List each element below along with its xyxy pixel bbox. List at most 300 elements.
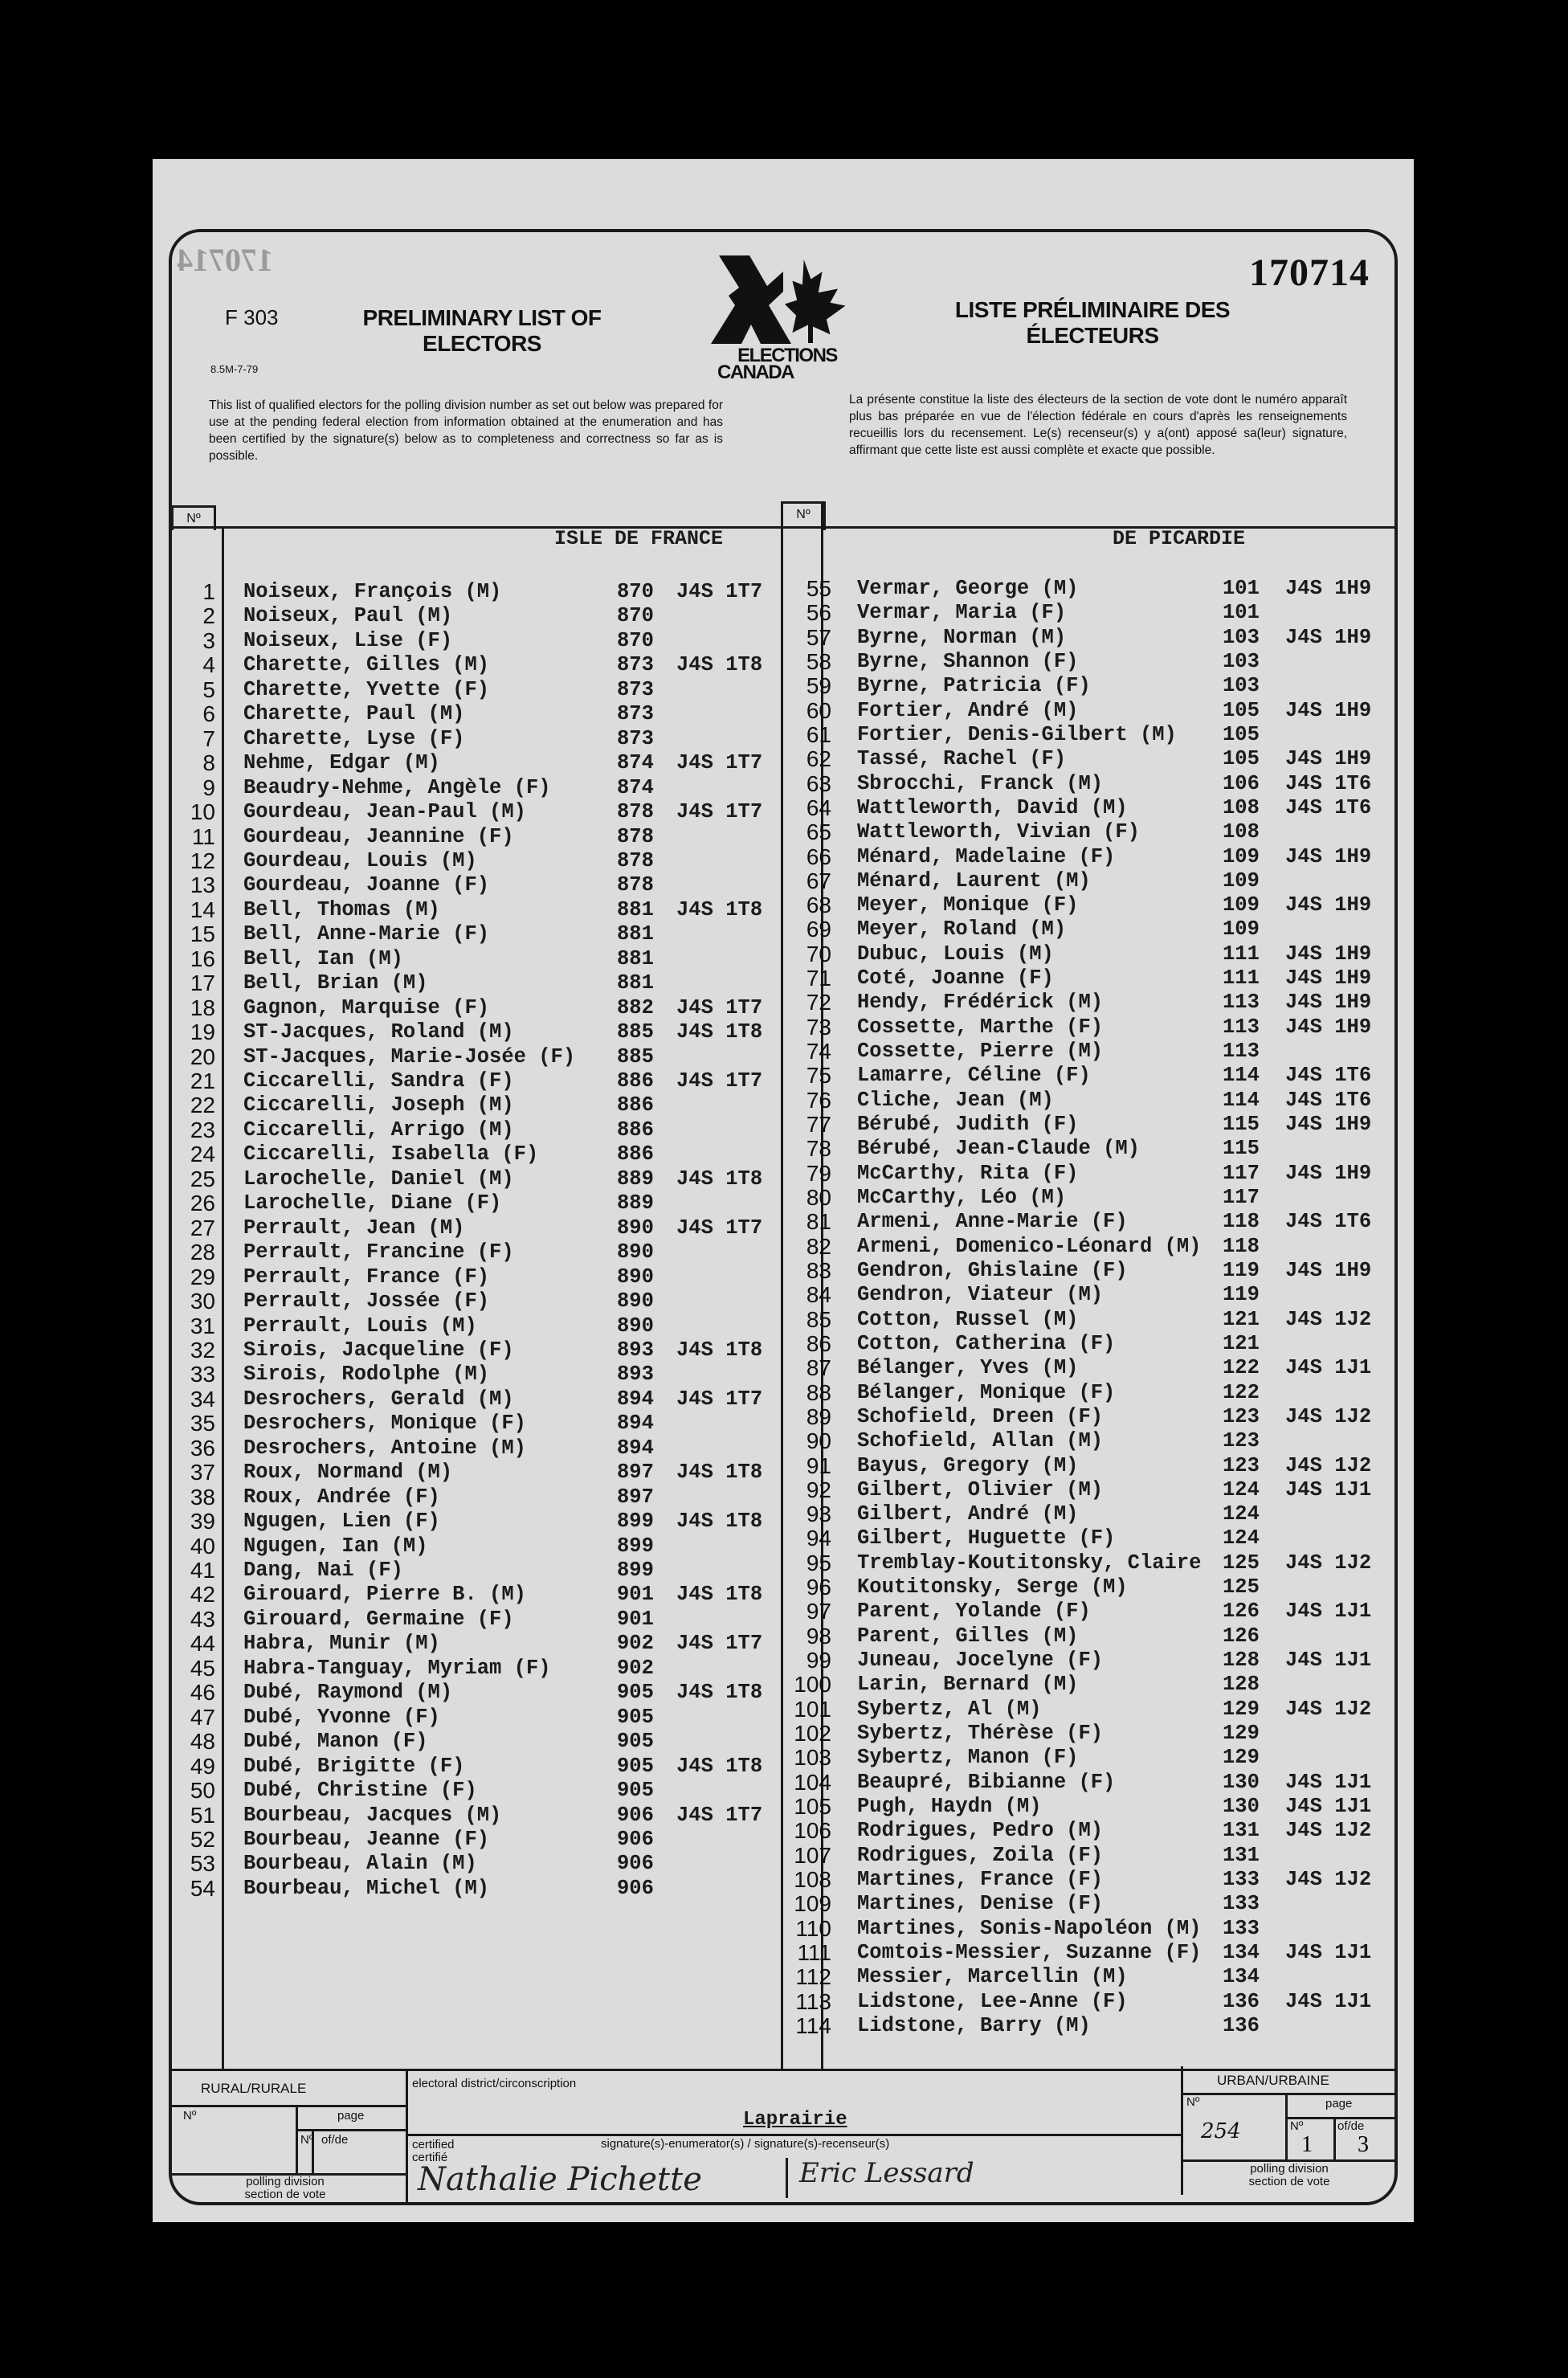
elector-address-number: 885 <box>617 1020 654 1044</box>
elector-name: Wattleworth, David (M) <box>857 795 1128 819</box>
elector-name: Girouard, Pierre B. (M) <box>243 1583 526 1607</box>
elector-name: Beaudry-Nehme, Angèle (F) <box>243 775 551 799</box>
elector-name: Rodrigues, Pedro (M) <box>857 1819 1104 1843</box>
elector-number: 71 <box>806 966 831 991</box>
elector-number: 87 <box>806 1355 831 1381</box>
elector-address-number: 906 <box>617 1827 654 1851</box>
elector-number: 53 <box>190 1851 215 1877</box>
signature-enumerator-1: Nathalie Pichette <box>418 2161 702 2198</box>
elector-address-number: 108 <box>1223 795 1260 819</box>
elector-name: ST-Jacques, Roland (M) <box>243 1020 514 1044</box>
elector-number: 73 <box>806 1014 831 1040</box>
elector-number: 39 <box>190 1509 215 1534</box>
urban-of-label: of/de <box>1337 2119 1365 2133</box>
elector-address-number: 885 <box>617 1044 654 1068</box>
elector-postal-code: J4S 1T7 <box>676 1387 763 1411</box>
elector-address-number: 105 <box>1223 722 1260 746</box>
elector-number: 114 <box>795 2012 831 2038</box>
elector-name: Ménard, Laurent (M) <box>857 868 1091 893</box>
elector-number: 33 <box>190 1362 215 1387</box>
elector-address-number: 105 <box>1223 698 1260 722</box>
elector-address-number: 894 <box>617 1412 654 1436</box>
elector-postal-code: J4S 1T7 <box>676 1069 763 1093</box>
elector-address-number: 121 <box>1223 1331 1260 1355</box>
elector-name: Dubé, Yvonne (F) <box>243 1705 440 1729</box>
elector-address-number: 119 <box>1223 1283 1260 1307</box>
elector-name: Perrault, France (F) <box>243 1265 490 1289</box>
elector-address-number: 870 <box>617 628 654 652</box>
elector-address-number: 121 <box>1223 1307 1260 1331</box>
elector-number: 95 <box>806 1550 831 1575</box>
elector-name: Martines, Denise (F) <box>857 1892 1104 1916</box>
intro-french: La présente constitue la liste des électeurs de la section de vote dont le numéro apparaît plus bas préparée en vue de l'élection fédérale en cours d'après les renseignements recueillis lors du recensement. Le(s) recenseur(s) y a(ont) apposé sa(leur) signature, affirmant que cette liste est aussi complète et exacte que possible. <box>849 393 1347 457</box>
elector-name: Charette, Gilles (M) <box>243 653 490 677</box>
elector-number: 98 <box>806 1623 831 1649</box>
elector-name: Lamarre, Céline (F) <box>857 1064 1091 1088</box>
elector-number: 12 <box>190 848 215 873</box>
elector-address-number: 130 <box>1223 1770 1260 1794</box>
elector-name: Cossette, Marthe (F) <box>857 1015 1104 1039</box>
elector-name: Bélanger, Monique (F) <box>857 1380 1116 1404</box>
elector-name: Meyer, Roland (M) <box>857 917 1067 942</box>
elector-number: 85 <box>806 1306 831 1332</box>
elector-address-number: 886 <box>617 1093 654 1117</box>
elector-name: Desrochers, Monique (F) <box>243 1412 526 1436</box>
elector-address-number: 133 <box>1223 1892 1260 1916</box>
elector-name: Sybertz, Al (M) <box>857 1697 1042 1721</box>
elector-name: Parent, Yolande (F) <box>857 1600 1091 1624</box>
elector-number: 40 <box>190 1533 215 1559</box>
elector-name: Juneau, Jocelyne (F) <box>857 1649 1104 1673</box>
elector-number: 11 <box>191 823 215 849</box>
elector-address-number: 886 <box>617 1117 654 1142</box>
elector-name: Ciccarelli, Arrigo (M) <box>243 1117 514 1142</box>
elector-address-number: 106 <box>1223 771 1260 795</box>
elector-name: Charette, Paul (M) <box>243 702 465 726</box>
elector-number: 89 <box>806 1404 831 1429</box>
elector-address-number: 874 <box>617 751 654 775</box>
elector-name: Larin, Bernard (M) <box>857 1673 1079 1697</box>
elector-number: 83 <box>806 1257 831 1283</box>
elector-number: 16 <box>190 946 215 971</box>
elector-number: 74 <box>806 1039 831 1064</box>
elector-number: 14 <box>190 897 215 922</box>
elector-number: 82 <box>806 1233 831 1259</box>
elector-address-number: 103 <box>1223 649 1260 673</box>
elector-name: Girouard, Germaine (F) <box>243 1607 514 1631</box>
elector-address-number: 101 <box>1223 601 1260 625</box>
elector-address-number: 113 <box>1223 1040 1260 1064</box>
elector-address-number: 133 <box>1223 1916 1260 1940</box>
elector-name: Bourbeau, Alain (M) <box>243 1852 477 1876</box>
elector-name: Perrault, Jean (M) <box>243 1216 465 1240</box>
elector-address-number: 122 <box>1223 1356 1260 1380</box>
elector-address-number: 899 <box>617 1559 654 1582</box>
elector-name: Sbrocchi, Franck (M) <box>857 771 1104 795</box>
elector-name: Hendy, Frédérick (M) <box>857 991 1104 1015</box>
elector-postal-code: J4S 1H9 <box>1285 1161 1372 1185</box>
elector-address-number: 890 <box>617 1289 654 1314</box>
elector-number: 7 <box>202 725 215 751</box>
elector-number: 41 <box>190 1558 215 1583</box>
elector-address-number: 893 <box>617 1363 654 1387</box>
form-number: F 303 <box>225 305 279 329</box>
elector-name: Habra-Tanguay, Myriam (F) <box>243 1656 551 1680</box>
elector-address-number: 873 <box>617 726 654 750</box>
elector-address-number: 124 <box>1223 1502 1260 1526</box>
elector-number: 20 <box>190 1044 215 1069</box>
elector-number: 24 <box>190 1142 215 1167</box>
urban-page-label: page <box>1325 2097 1353 2110</box>
elector-name: Byrne, Shannon (F) <box>857 649 1079 673</box>
elector-number: 44 <box>190 1631 215 1657</box>
elector-number: 1 <box>202 579 215 604</box>
elector-number: 103 <box>794 1745 831 1771</box>
rural-no-label: Nº <box>183 2109 197 2123</box>
elector-name: Sybertz, Manon (F) <box>857 1746 1079 1770</box>
elector-postal-code: J4S 1T7 <box>676 1632 763 1656</box>
elector-postal-code: J4S 1T7 <box>676 995 763 1019</box>
elector-address-number: 886 <box>617 1142 654 1167</box>
elector-name: Cotton, Russel (M) <box>857 1307 1079 1331</box>
elector-postal-code: J4S 1J1 <box>1285 1477 1372 1502</box>
elector-name: Schofield, Allan (M) <box>857 1429 1104 1453</box>
elector-number: 49 <box>190 1753 215 1779</box>
elector-postal-code: J4S 1T7 <box>676 751 763 775</box>
urban-page-no-label: Nº <box>1290 2119 1304 2133</box>
elector-number: 107 <box>794 1842 831 1868</box>
elector-name: Noiseux, François (M) <box>243 580 502 603</box>
elector-name: Ngugen, Ian (M) <box>243 1534 428 1558</box>
elector-name: Tassé, Rachel (F) <box>857 747 1067 771</box>
elector-address-number: 113 <box>1223 991 1260 1015</box>
elector-name: Fortier, André (M) <box>857 698 1079 722</box>
elector-number: 45 <box>190 1655 215 1681</box>
elector-name: Beaupré, Bibianne (F) <box>857 1770 1116 1794</box>
urban-polling-division-en: polling division <box>1250 2162 1329 2176</box>
elector-number: 5 <box>202 676 215 702</box>
elector-address-number: 897 <box>617 1485 654 1509</box>
elector-address-number: 890 <box>617 1314 654 1338</box>
elector-address-number: 119 <box>1223 1258 1260 1282</box>
elector-postal-code: J4S 1T8 <box>676 1167 763 1191</box>
urban-label: URBAN/URBAINE <box>1217 2073 1329 2088</box>
elector-number: 6 <box>202 701 215 727</box>
elector-postal-code: J4S 1H9 <box>1285 577 1372 600</box>
elector-address-number: 123 <box>1223 1453 1260 1477</box>
elector-number: 34 <box>190 1386 215 1412</box>
elector-number: 65 <box>806 819 831 845</box>
elector-postal-code: J4S 1H9 <box>1285 1113 1372 1137</box>
elector-name: Sirois, Jacqueline (F) <box>243 1338 514 1362</box>
elector-postal-code: J4S 1T6 <box>1285 1210 1372 1234</box>
elector-address-number: 905 <box>617 1730 654 1754</box>
elector-postal-code: J4S 1J2 <box>1285 1551 1372 1575</box>
elector-name: Coté, Joanne (F) <box>857 966 1054 991</box>
elector-postal-code: J4S 1J1 <box>1285 1600 1372 1624</box>
elector-name: Armeni, Domenico-Léonard (M) <box>857 1234 1202 1258</box>
elector-name: Bourbeau, Jeanne (F) <box>243 1827 490 1851</box>
elector-name: Byrne, Patricia (F) <box>857 674 1091 698</box>
elector-postal-code: J4S 1J1 <box>1285 1356 1372 1380</box>
elector-address-number: 905 <box>617 1779 654 1803</box>
logo-text-canada: CANADA <box>717 362 794 383</box>
elector-name: Ciccarelli, Joseph (M) <box>243 1093 514 1117</box>
elector-number: 106 <box>794 1818 831 1844</box>
elector-name: Gendron, Ghislaine (F) <box>857 1258 1128 1282</box>
elector-address-number: 131 <box>1223 1819 1260 1843</box>
elector-address-number: 881 <box>617 946 654 970</box>
elector-name: Gourdeau, Joanne (F) <box>243 873 490 897</box>
elector-number: 18 <box>190 995 215 1020</box>
footer-rule-rural <box>171 2105 406 2107</box>
elector-address-number: 108 <box>1223 820 1260 844</box>
elector-address-number: 902 <box>617 1656 654 1680</box>
elector-name: Tremblay-Koutitonsky, Claire <box>857 1551 1202 1575</box>
elector-name: Bell, Thomas (M) <box>243 897 440 921</box>
elector-postal-code: J4S 1T7 <box>676 580 763 603</box>
elector-address-number: 103 <box>1223 674 1260 698</box>
elector-name: Bourbeau, Jacques (M) <box>243 1803 502 1827</box>
elector-address-number: 134 <box>1223 1940 1260 1964</box>
elector-postal-code: J4S 1T6 <box>1285 1064 1372 1088</box>
elector-number: 104 <box>794 1769 831 1795</box>
elector-number: 91 <box>806 1453 831 1478</box>
elector-name: Rodrigues, Zoila (F) <box>857 1843 1104 1867</box>
elector-address-number: 129 <box>1223 1722 1260 1746</box>
elector-name: Koutitonsky, Serge (M) <box>857 1575 1128 1600</box>
elector-address-number: 128 <box>1223 1649 1260 1673</box>
elector-number: 77 <box>806 1112 831 1138</box>
elector-number: 56 <box>806 600 831 626</box>
elector-name: Gilbert, Huguette (F) <box>857 1526 1116 1551</box>
elector-address-number: 906 <box>617 1876 654 1900</box>
elector-address-number: 878 <box>617 873 654 897</box>
title-french <box>932 297 1253 349</box>
elector-postal-code: J4S 1T6 <box>1285 771 1372 795</box>
elector-address-number: 117 <box>1223 1186 1260 1209</box>
elector-name: Bourbeau, Michel (M) <box>243 1876 490 1900</box>
elector-address-number: 873 <box>617 653 654 677</box>
elector-name: Larochelle, Diane (F) <box>243 1191 502 1216</box>
elector-number: 79 <box>806 1160 831 1186</box>
elector-name: Bélanger, Yves (M) <box>857 1356 1079 1380</box>
urban-of-div <box>1333 2117 1336 2159</box>
elector-address-number: 123 <box>1223 1429 1260 1453</box>
elector-postal-code: J4S 1T6 <box>1285 795 1372 819</box>
elector-number: 29 <box>190 1264 215 1289</box>
print-code: 8.5M-7-79 <box>210 363 259 375</box>
elector-address-number: 894 <box>617 1387 654 1411</box>
elector-number: 63 <box>806 770 831 796</box>
elector-name: Gendron, Viateur (M) <box>857 1283 1104 1307</box>
elections-canada-logo <box>711 255 864 383</box>
elector-number: 9 <box>202 774 215 800</box>
elector-number: 23 <box>190 1117 215 1142</box>
elector-name: Martines, France (F) <box>857 1867 1104 1891</box>
elector-postal-code: J4S 1H9 <box>1285 625 1372 649</box>
elector-name: Larochelle, Daniel (M) <box>243 1167 514 1191</box>
elector-postal-code: J4S 1T8 <box>676 1583 763 1607</box>
elector-name: Armeni, Anne-Marie (F) <box>857 1210 1128 1234</box>
elector-number: 21 <box>190 1068 215 1093</box>
elector-number: 93 <box>806 1502 831 1527</box>
elector-address-number: 882 <box>617 995 654 1019</box>
elector-number: 112 <box>795 1964 831 1990</box>
elector-postal-code: J4S 1J1 <box>1285 1770 1372 1794</box>
rural-page-div <box>296 2105 298 2173</box>
elector-number: 51 <box>190 1802 215 1828</box>
elector-name: Bérubé, Jean-Claude (M) <box>857 1137 1140 1161</box>
elector-number: 69 <box>806 917 831 942</box>
elector-address-number: 889 <box>617 1167 654 1191</box>
page-number: 1 <box>1301 2132 1313 2157</box>
elector-number: 3 <box>202 627 215 653</box>
elector-number: 54 <box>190 1875 215 1901</box>
rural-polling-division <box>197 2176 374 2201</box>
page-total: 3 <box>1358 2132 1369 2157</box>
signature-div <box>786 2158 788 2198</box>
footer-rule-urban <box>1181 2093 1396 2095</box>
elector-number: 27 <box>190 1215 215 1240</box>
polling-division-en: polling division <box>246 2175 325 2188</box>
elector-name: Gagnon, Marquise (F) <box>243 995 490 1019</box>
urban-polling-division-fr: section de vote <box>1248 2175 1330 2188</box>
elector-address-number: 128 <box>1223 1673 1260 1697</box>
elector-number: 78 <box>806 1136 831 1162</box>
elector-name: Fortier, Denis-Gilbert (M) <box>857 722 1177 746</box>
elector-name: Ciccarelli, Isabella (F) <box>243 1142 539 1167</box>
elector-postal-code: J4S 1T8 <box>676 1754 763 1778</box>
elector-name: Nehme, Edgar (M) <box>243 751 440 775</box>
elector-address-number: 124 <box>1223 1526 1260 1551</box>
elector-number: 105 <box>794 1794 831 1819</box>
elector-name: Meyer, Monique (F) <box>857 893 1079 917</box>
elector-number: 92 <box>806 1477 831 1502</box>
elector-number: 57 <box>806 624 831 650</box>
elector-address-number: 894 <box>617 1436 654 1460</box>
title-english <box>337 305 627 357</box>
elector-postal-code: J4S 1T8 <box>676 1338 763 1362</box>
elector-number: 61 <box>806 721 831 747</box>
elector-address-number: 125 <box>1223 1551 1260 1575</box>
elector-name: Ménard, Madelaine (F) <box>857 844 1116 868</box>
elector-postal-code: J4S 1T8 <box>676 897 763 921</box>
elector-postal-code: J4S 1T7 <box>676 1803 763 1827</box>
district-label: electoral district/circonscription <box>412 2077 577 2090</box>
elector-name: Sybertz, Thérèse (F) <box>857 1722 1104 1746</box>
elector-address-number: 109 <box>1223 893 1260 917</box>
elector-name: Bayus, Gregory (M) <box>857 1453 1079 1477</box>
elector-number: 86 <box>806 1330 831 1356</box>
elector-name: Dubé, Christine (F) <box>243 1779 477 1803</box>
elector-address-number: 130 <box>1223 1795 1260 1818</box>
serial-number: 170714 <box>1249 251 1370 294</box>
elector-name: ST-Jacques, Marie-Josée (F) <box>243 1044 576 1068</box>
elector-postal-code: J4S 1J1 <box>1285 1649 1372 1673</box>
elector-address-number: 131 <box>1223 1843 1260 1867</box>
elector-number: 35 <box>190 1411 215 1436</box>
elector-address-number: 893 <box>617 1338 654 1362</box>
elector-postal-code: J4S 1H9 <box>1285 1015 1372 1039</box>
elector-address-number: 109 <box>1223 917 1260 942</box>
elector-name: Charette, Lyse (F) <box>243 726 465 750</box>
elector-postal-code: J4S 1H9 <box>1285 942 1372 966</box>
elector-number: 70 <box>806 941 831 966</box>
elector-number: 66 <box>806 844 831 869</box>
elector-address-number: 905 <box>617 1754 654 1778</box>
elector-postal-code: J4S 1H9 <box>1285 893 1372 917</box>
elector-address-number: 109 <box>1223 844 1260 868</box>
elector-address-number: 906 <box>617 1803 654 1827</box>
elector-name: Wattleworth, Vivian (F) <box>857 820 1140 844</box>
elector-name: Dang, Nai (F) <box>243 1559 403 1582</box>
elector-postal-code: J4S 1H9 <box>1285 747 1372 771</box>
elector-address-number: 105 <box>1223 747 1260 771</box>
elector-address-number: 113 <box>1223 1015 1260 1039</box>
elector-name: Lidstone, Barry (M) <box>857 2013 1091 2037</box>
elector-number: 58 <box>806 648 831 674</box>
logo-text-elections: ELECTIONS <box>737 345 837 366</box>
elector-name: Dubé, Manon (F) <box>243 1730 428 1754</box>
footer-top-rule <box>171 2069 1394 2071</box>
elector-address-number: 124 <box>1223 1477 1260 1502</box>
elector-name: Cossette, Pierre (M) <box>857 1040 1104 1064</box>
elector-name: McCarthy, Rita (F) <box>857 1161 1079 1185</box>
elector-address-number: 118 <box>1223 1234 1260 1258</box>
signature-enumerator-2: Eric Lessard <box>799 2157 974 2189</box>
elector-number: 80 <box>806 1185 831 1210</box>
elector-postal-code: J4S 1H9 <box>1285 966 1372 991</box>
elector-number: 100 <box>794 1672 831 1698</box>
title-fr-line1: LISTE PRÉLIMINAIRE DES <box>954 297 1231 322</box>
elector-address-number: 901 <box>617 1607 654 1631</box>
elector-postal-code: J4S 1J2 <box>1285 1404 1372 1428</box>
rural-page-no-label: Nº <box>300 2133 314 2147</box>
elector-number: 17 <box>190 970 215 996</box>
elector-address-number: 899 <box>617 1510 654 1534</box>
elector-address-number: 101 <box>1223 577 1260 600</box>
district-value: Laprairie <box>743 2109 847 2131</box>
elector-postal-code: J4S 1T8 <box>676 653 763 677</box>
elector-address-number: 129 <box>1223 1697 1260 1721</box>
elector-number: 90 <box>806 1428 831 1454</box>
elector-address-number: 902 <box>617 1632 654 1656</box>
elector-address-number: 123 <box>1223 1404 1260 1428</box>
elector-number: 46 <box>190 1680 215 1706</box>
elector-address-number: 118 <box>1223 1210 1260 1234</box>
elector-name: McCarthy, Léo (M) <box>857 1186 1067 1209</box>
elector-name: Bell, Anne-Marie (F) <box>243 922 490 946</box>
elector-name: Messier, Marcellin (M) <box>857 1965 1128 1989</box>
urban-polling-division <box>1189 2163 1390 2188</box>
elector-address-number: 897 <box>617 1461 654 1485</box>
elector-address-number: 878 <box>617 800 654 824</box>
elector-address-number: 126 <box>1223 1600 1260 1624</box>
elector-postal-code: J4S 1H9 <box>1285 991 1372 1015</box>
elector-number: 84 <box>806 1282 831 1308</box>
elector-name: Vermar, Maria (F) <box>857 601 1067 625</box>
elector-name: Cotton, Catherina (F) <box>857 1331 1116 1355</box>
signature-label: signature(s)-enumerator(s) / signature(s)-recenseur(s) <box>601 2137 890 2151</box>
elector-number: 108 <box>794 1866 831 1892</box>
elector-name: Gilbert, Olivier (M) <box>857 1477 1104 1502</box>
elector-name: Dubuc, Louis (M) <box>857 942 1054 966</box>
elector-number: 8 <box>202 750 215 776</box>
elector-postal-code: J4S 1J2 <box>1285 1307 1372 1331</box>
elector-postal-code: J4S 1T7 <box>676 1216 763 1240</box>
elector-name: Schofield, Dreen (F) <box>857 1404 1104 1428</box>
